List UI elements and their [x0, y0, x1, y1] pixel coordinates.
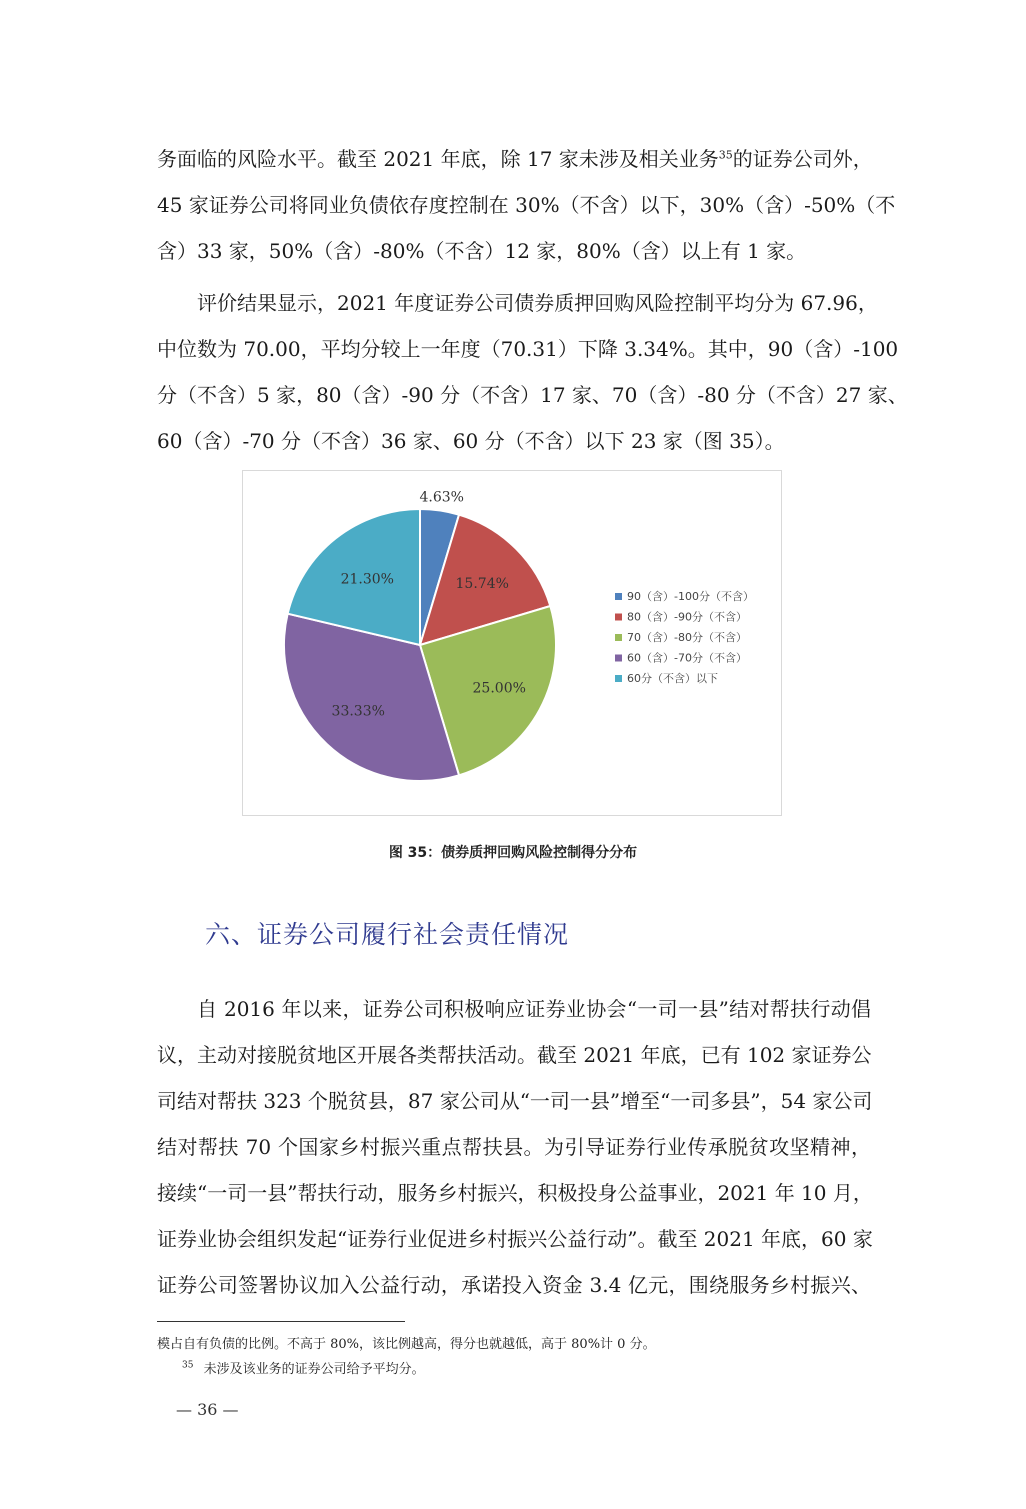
paragraph-line: 分（不含）5 家，80（含）-90 分（不含）17 家、70（含）-80 分（不含）27 家、: [157, 383, 908, 407]
footnote-ref-35[interactable]: 35: [718, 148, 733, 162]
paragraph-line: 自 2016 年以来，证券公司积极响应证券业协会“一司一县”结对帮扶行动倡: [197, 997, 871, 1021]
paragraph-line: 务面临的风险水平。截至 2021 年底，除 17 家未涉及相关业务$^{35}$的证券公司外，: [157, 147, 873, 171]
paragraph-2: [157, 280, 908, 464]
legend-entry: 90（含）-100分（不含）: [627, 590, 754, 603]
pie-chart-frame: [242, 470, 782, 816]
pie-data-label: 15.74%: [455, 575, 509, 592]
footnote-number: 35: [182, 1360, 194, 1371]
paragraph-line: 评价结果显示，2021 年度证券公司债券质押回购风险控制平均分为 67.96，: [197, 291, 878, 315]
legend-swatch: [615, 634, 622, 641]
legend-entry: 60分（不含）以下: [627, 672, 718, 685]
paragraph-line: 司结对帮扶 323 个脱贫县，87 家公司从“一司一县”增至“一司多县”，54 家公司: [157, 1089, 873, 1113]
legend-swatch: [615, 675, 622, 682]
paragraph-line: 证券业协会组织发起“证券行业促进乡村振兴公益行动”。截至 2021 年底，60 家: [157, 1227, 873, 1251]
paragraph-line: 证券公司签署协议加入公益行动，承诺投入资金 3.4 亿元，围绕服务乡村振兴、: [157, 1273, 871, 1297]
legend-swatch: [615, 593, 622, 600]
paragraph-1: [157, 136, 896, 274]
legend-entry: 70（含）-80分（不含）: [627, 631, 747, 644]
footnote-continuation: 模占自有负债的比例。不高于 80%，该比例越高，得分也就越低，高于 80%计 0 分。: [157, 1337, 656, 1352]
page-number: — 36 —: [176, 1400, 239, 1419]
paragraph-line: 结对帮扶 70 个国家乡村振兴重点帮扶县。为引导证券行业传承脱贫攻坚精神，: [157, 1135, 871, 1159]
legend-entry: 80（含）-90分（不含）: [627, 610, 747, 624]
legend-swatch: [615, 655, 622, 662]
paragraph-line: 议，主动对接脱贫地区开展各类帮扶活动。截至 2021 年底，已有 102 家证券公: [157, 1043, 872, 1067]
paragraph-line: 接续“一司一县”帮扶行动，服务乡村振兴，积极投身公益事业，2021 年 10 月，: [157, 1181, 873, 1205]
section-heading: 六、证券公司履行社会责任情况: [205, 920, 570, 949]
pie-data-label: 33.33%: [331, 703, 385, 720]
paragraph-line: 45 家证券公司将同业负债依存度控制在 30%（不含）以下，30%（含）-50%（不: [157, 193, 896, 217]
pie-chart: [243, 471, 781, 815]
pie-data-label: 4.63%: [419, 489, 464, 506]
pie-data-label: 25.00%: [472, 680, 526, 697]
footnote-text: 未涉及该业务的证券公司给予平均分。: [203, 1362, 425, 1377]
paragraph-line: 60（含）-70 分（不含）36 家、60 分（不含）以下 23 家（图 35）。: [157, 429, 785, 453]
legend-swatch: [615, 614, 622, 621]
pie-data-label: 21.30%: [340, 571, 394, 588]
footnote-35: [182, 1358, 425, 1377]
footnote-rule: [157, 1321, 405, 1322]
paragraph-line: 中位数为 70.00，平均分较上一年度（70.31）下降 3.34%。其中，90（含）-100: [157, 337, 899, 361]
paragraph-line: 含）33 家，50%（含）-80%（不含）12 家，80%（含）以上有 1 家。: [157, 239, 807, 263]
paragraph-3: [157, 986, 871, 1308]
figure-caption: 图 35：债券质押回购风险控制得分分布: [388, 845, 638, 861]
legend-entry: 60（含）-70分（不含）: [627, 651, 747, 665]
